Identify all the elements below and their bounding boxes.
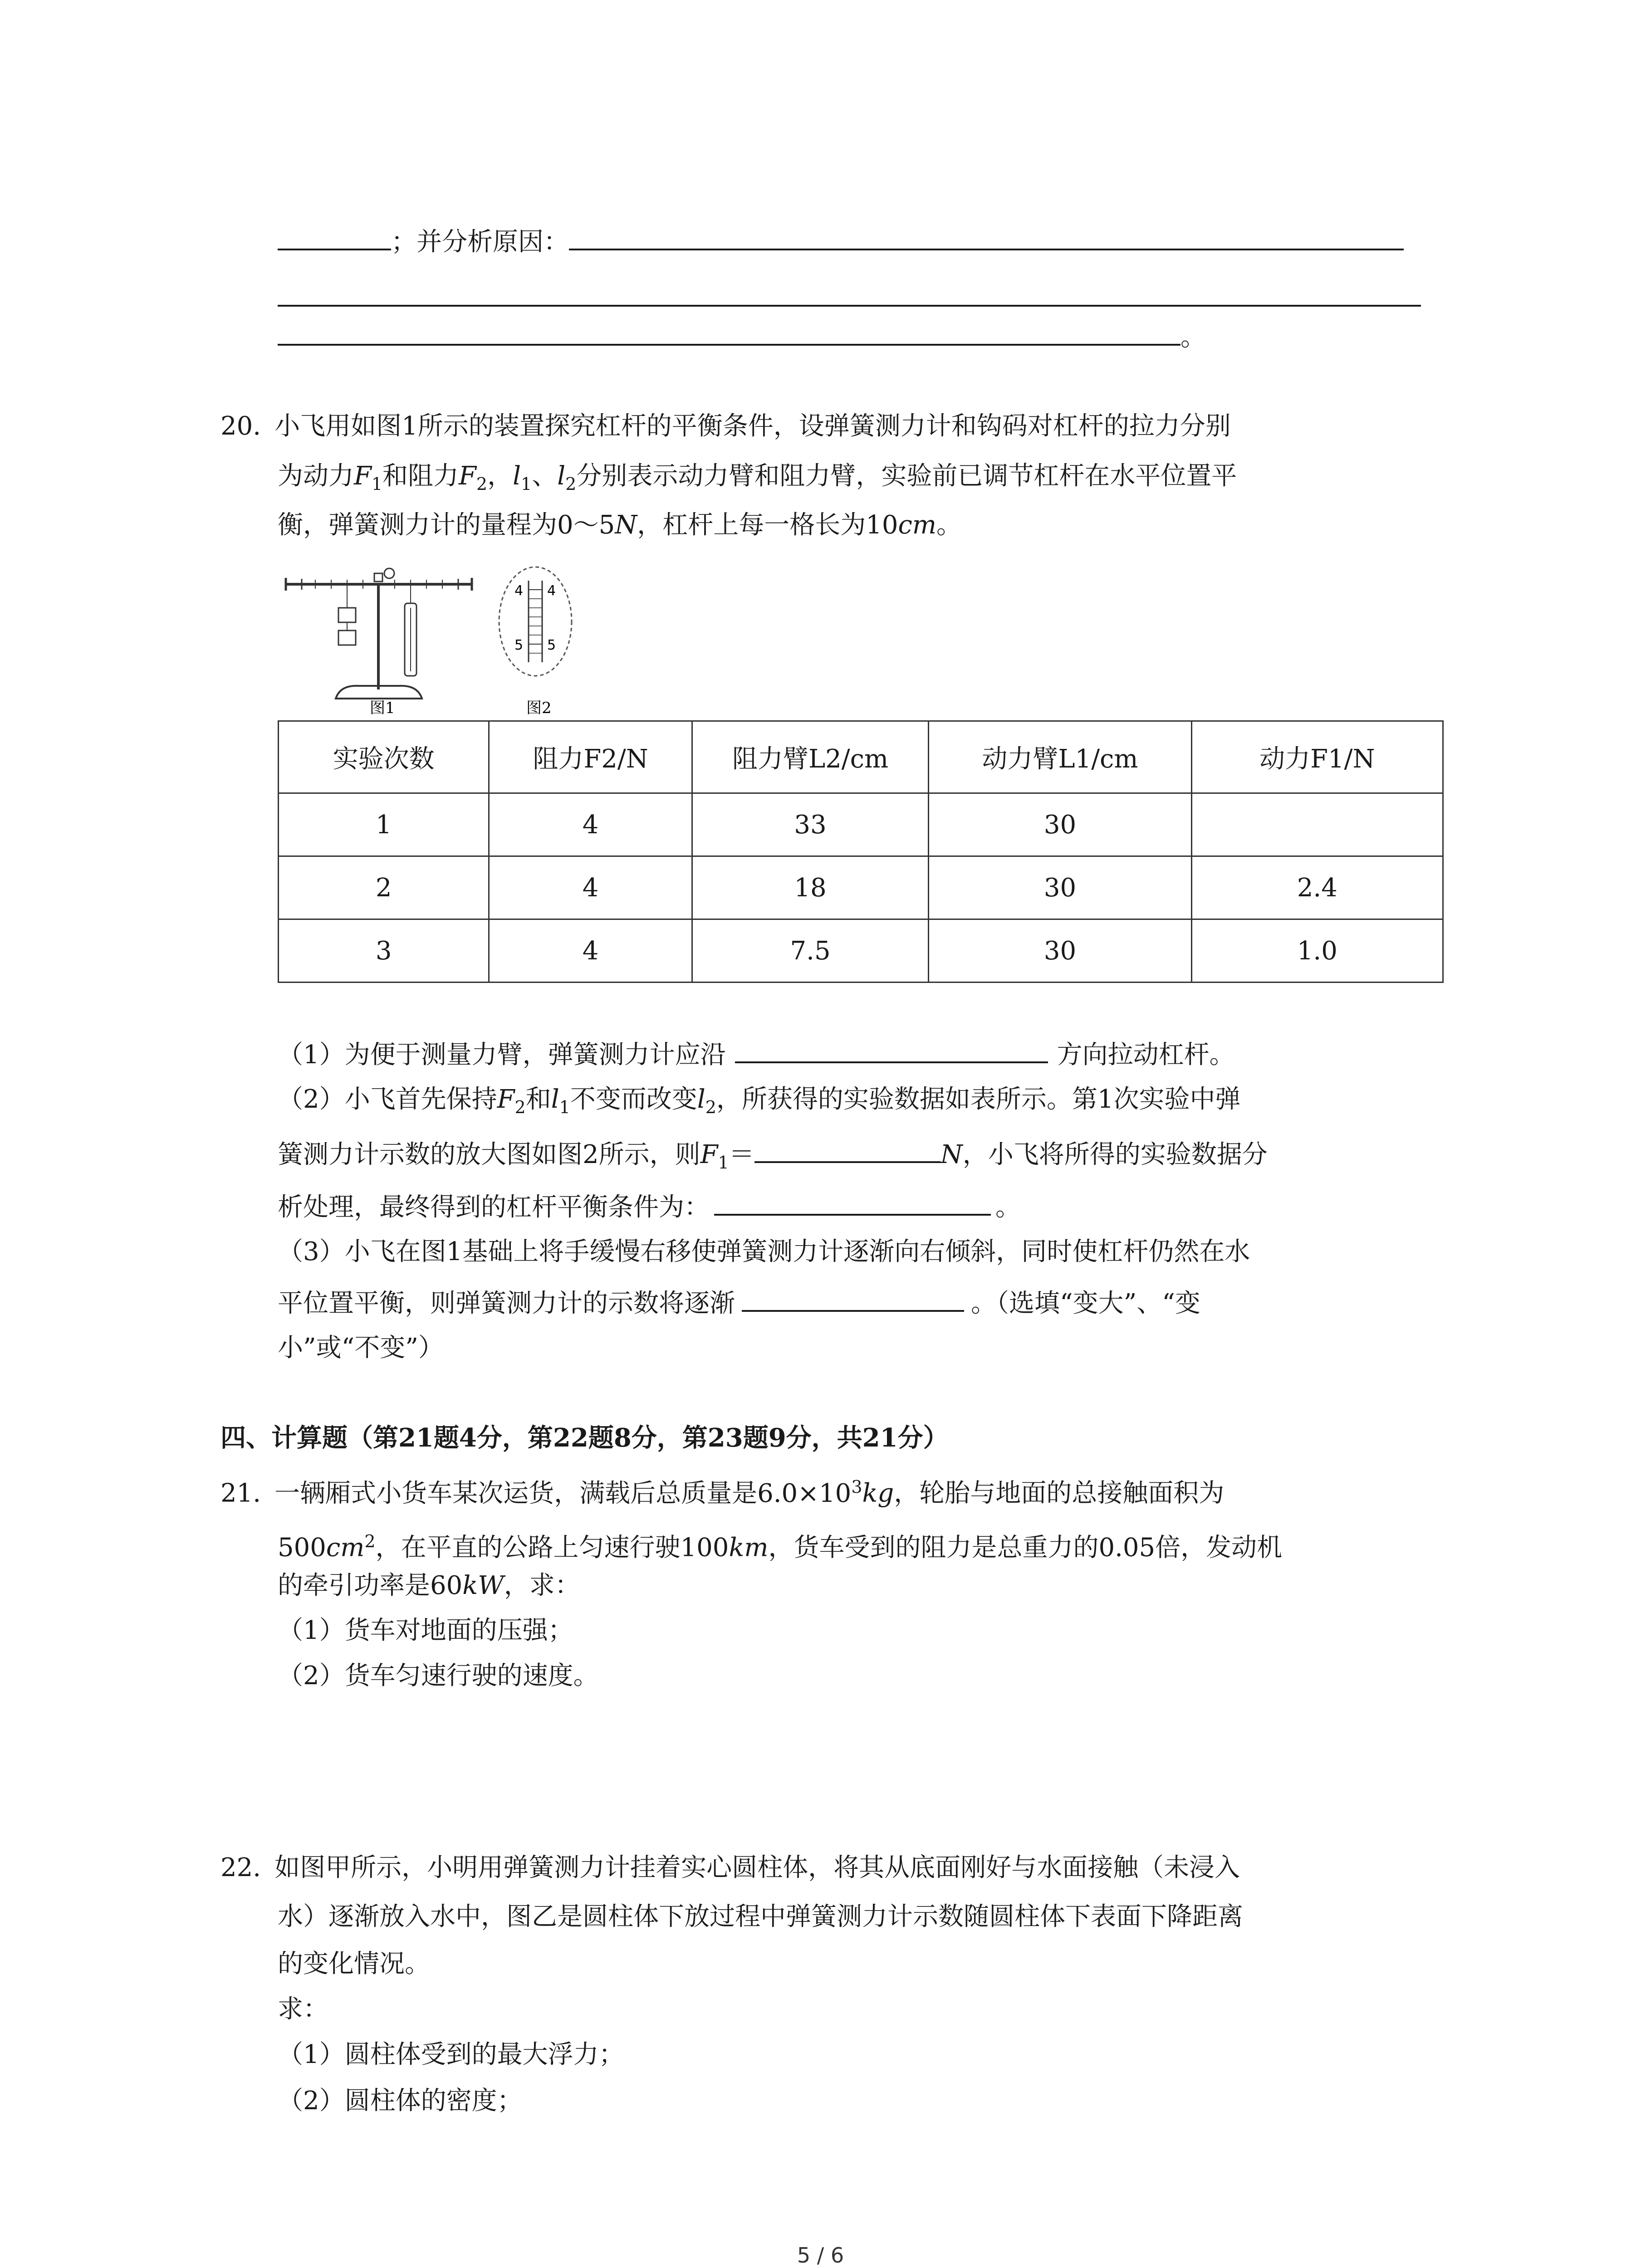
lever-figure <box>281 562 599 717</box>
table-cell: 30 <box>929 919 1191 982</box>
q22-part-2: （2）圆柱体的密度； <box>278 2086 523 2116</box>
q20-part-1: （1）为便于测量力臂，弹簧测力计应沿 方向拉动杠杆。 <box>278 1034 1235 1073</box>
section-title: 四、计算题（第21题4分，第22题8分，第23题9分，共21分） <box>220 1423 949 1453</box>
experiment-table <box>278 720 1444 983</box>
table-cell: 2.4 <box>1191 856 1443 919</box>
table-header: 阻力F2/N <box>489 721 692 793</box>
q20-line-1: 20. 小飞用如图1所示的装置探究杠杆的平衡条件，设弹簧测力计和钩码对杠杆的拉力分别 <box>220 411 1231 441</box>
q20-line-3: 衡，弹簧测力计的量程为0～5N，杠杆上每一格长为10cm。 <box>278 510 962 540</box>
scale-label-4-right: 4 <box>547 583 556 599</box>
table-cell: 18 <box>692 856 928 919</box>
answer-line[interactable] <box>278 305 1421 307</box>
q22-line-4: 求： <box>278 1994 328 2024</box>
table-header: 动力F1/N <box>1191 721 1443 793</box>
q20-part-3-line-1: （3）小飞在图1基础上将手缓慢右移使弹簧测力计逐渐向右倾斜，同时使杠杆仍然在水 <box>278 1237 1250 1266</box>
q22-part-1: （1）圆柱体受到的最大浮力； <box>278 2040 624 2069</box>
q20-part-2-line-3: 析处理，最终得到的杠杆平衡条件为： 。 <box>278 1187 1021 1226</box>
q21-part-1: （1）货车对地面的压强； <box>278 1616 573 1645</box>
table-cell: 4 <box>489 856 692 919</box>
q21-line-2: $500cm^2$，在平直的公路上匀速行驶100km，货车受到的阻力是总重力的0.05倍，发动机 <box>278 1531 1283 1563</box>
table-row <box>279 919 1443 982</box>
table-cell: 30 <box>929 856 1191 919</box>
table-header: 动力臂L1/cm <box>929 721 1191 793</box>
q22-line-2: 水）逐渐放入水中，图乙是圆柱体下放过程中弹簧测力计示数随圆柱体下表面下降距离 <box>278 1902 1243 1931</box>
q20-line-2: 为动力$F_1$和阻力$F_2$，$l_1$、$l_2$分别表示动力臂和阻力臂，实验前已调节杠杆在水平位置平 <box>278 461 1237 494</box>
q21-line-1: 21. 一辆厢式小货车某次运货，满载后总质量是$6.0\times 10^3kg$，轮胎与地面的总接触面积为 <box>220 1477 1225 1508</box>
answer-blank[interactable] <box>742 1283 964 1312</box>
table-cell: 2 <box>279 856 489 919</box>
table-row <box>279 856 1443 919</box>
table-cell: 1 <box>279 793 489 856</box>
table-cell-blank[interactable] <box>1191 793 1443 856</box>
magnified-scale-icon <box>499 567 572 676</box>
answer-blank[interactable] <box>278 221 391 250</box>
q20-part-3-line-3: 小”或“不变”） <box>278 1333 444 1363</box>
table-header: 阻力臂L2/cm <box>692 721 928 793</box>
q21-line-3: 的牵引功率是60kW，求： <box>278 1571 580 1600</box>
q22-line-3: 的变化情况。 <box>278 1949 430 1979</box>
table-cell: 4 <box>489 793 692 856</box>
page-number: 5 / 6 <box>797 2243 844 2268</box>
stand-icon <box>336 584 422 699</box>
scale-label-4: 4 <box>514 583 524 599</box>
q20-part-2-line-1: （2）小飞首先保持$F_2$和$l_1$不变而改变$l_2$，所获得的实验数据如表所示。第1次实验中弹 <box>278 1085 1241 1118</box>
scale-label-5: 5 <box>514 637 524 653</box>
table-header-row <box>279 721 1443 793</box>
figure-2-caption: 图2 <box>526 699 552 717</box>
answer-blank[interactable] <box>754 1134 941 1163</box>
answer-blank[interactable] <box>278 317 1181 346</box>
scale-label-5-right: 5 <box>547 637 556 653</box>
spring-scale-icon <box>405 585 416 676</box>
answer-blank[interactable] <box>714 1187 991 1216</box>
answer-blank[interactable] <box>569 221 1404 250</box>
table-cell: 7.5 <box>692 919 928 982</box>
table-header: 实验次数 <box>279 721 489 793</box>
table-cell: 30 <box>929 793 1191 856</box>
table-cell: 33 <box>692 793 928 856</box>
table-cell: 4 <box>489 919 692 982</box>
table-cell: 3 <box>279 919 489 982</box>
table-row <box>279 793 1443 856</box>
q20-part-3-line-2: 平位置平衡，则弹簧测力计的示数将逐渐 。（选填“变大”、“变 <box>278 1283 1200 1322</box>
q20-part-2-line-2: 簧测力计示数的放大图如图2所示，则$F_1= N$，小飞将所得的实验数据分 <box>278 1134 1268 1181</box>
answer-blank[interactable] <box>735 1034 1048 1063</box>
q22-line-1: 22. 如图甲所示，小明用弹簧测力计挂着实心圆柱体，将其从底面刚好与水面接触（未浸入 <box>220 1853 1240 1882</box>
table-cell: 1.0 <box>1191 919 1443 982</box>
q19-answer-line-end: 。 <box>278 317 1206 356</box>
q19-answer-line: ；并分析原因： <box>278 221 1404 260</box>
weights-icon <box>338 585 356 645</box>
q21-part-2: （2）货车匀速行驶的速度。 <box>278 1661 599 1691</box>
figure-1-caption: 图1 <box>370 699 395 717</box>
